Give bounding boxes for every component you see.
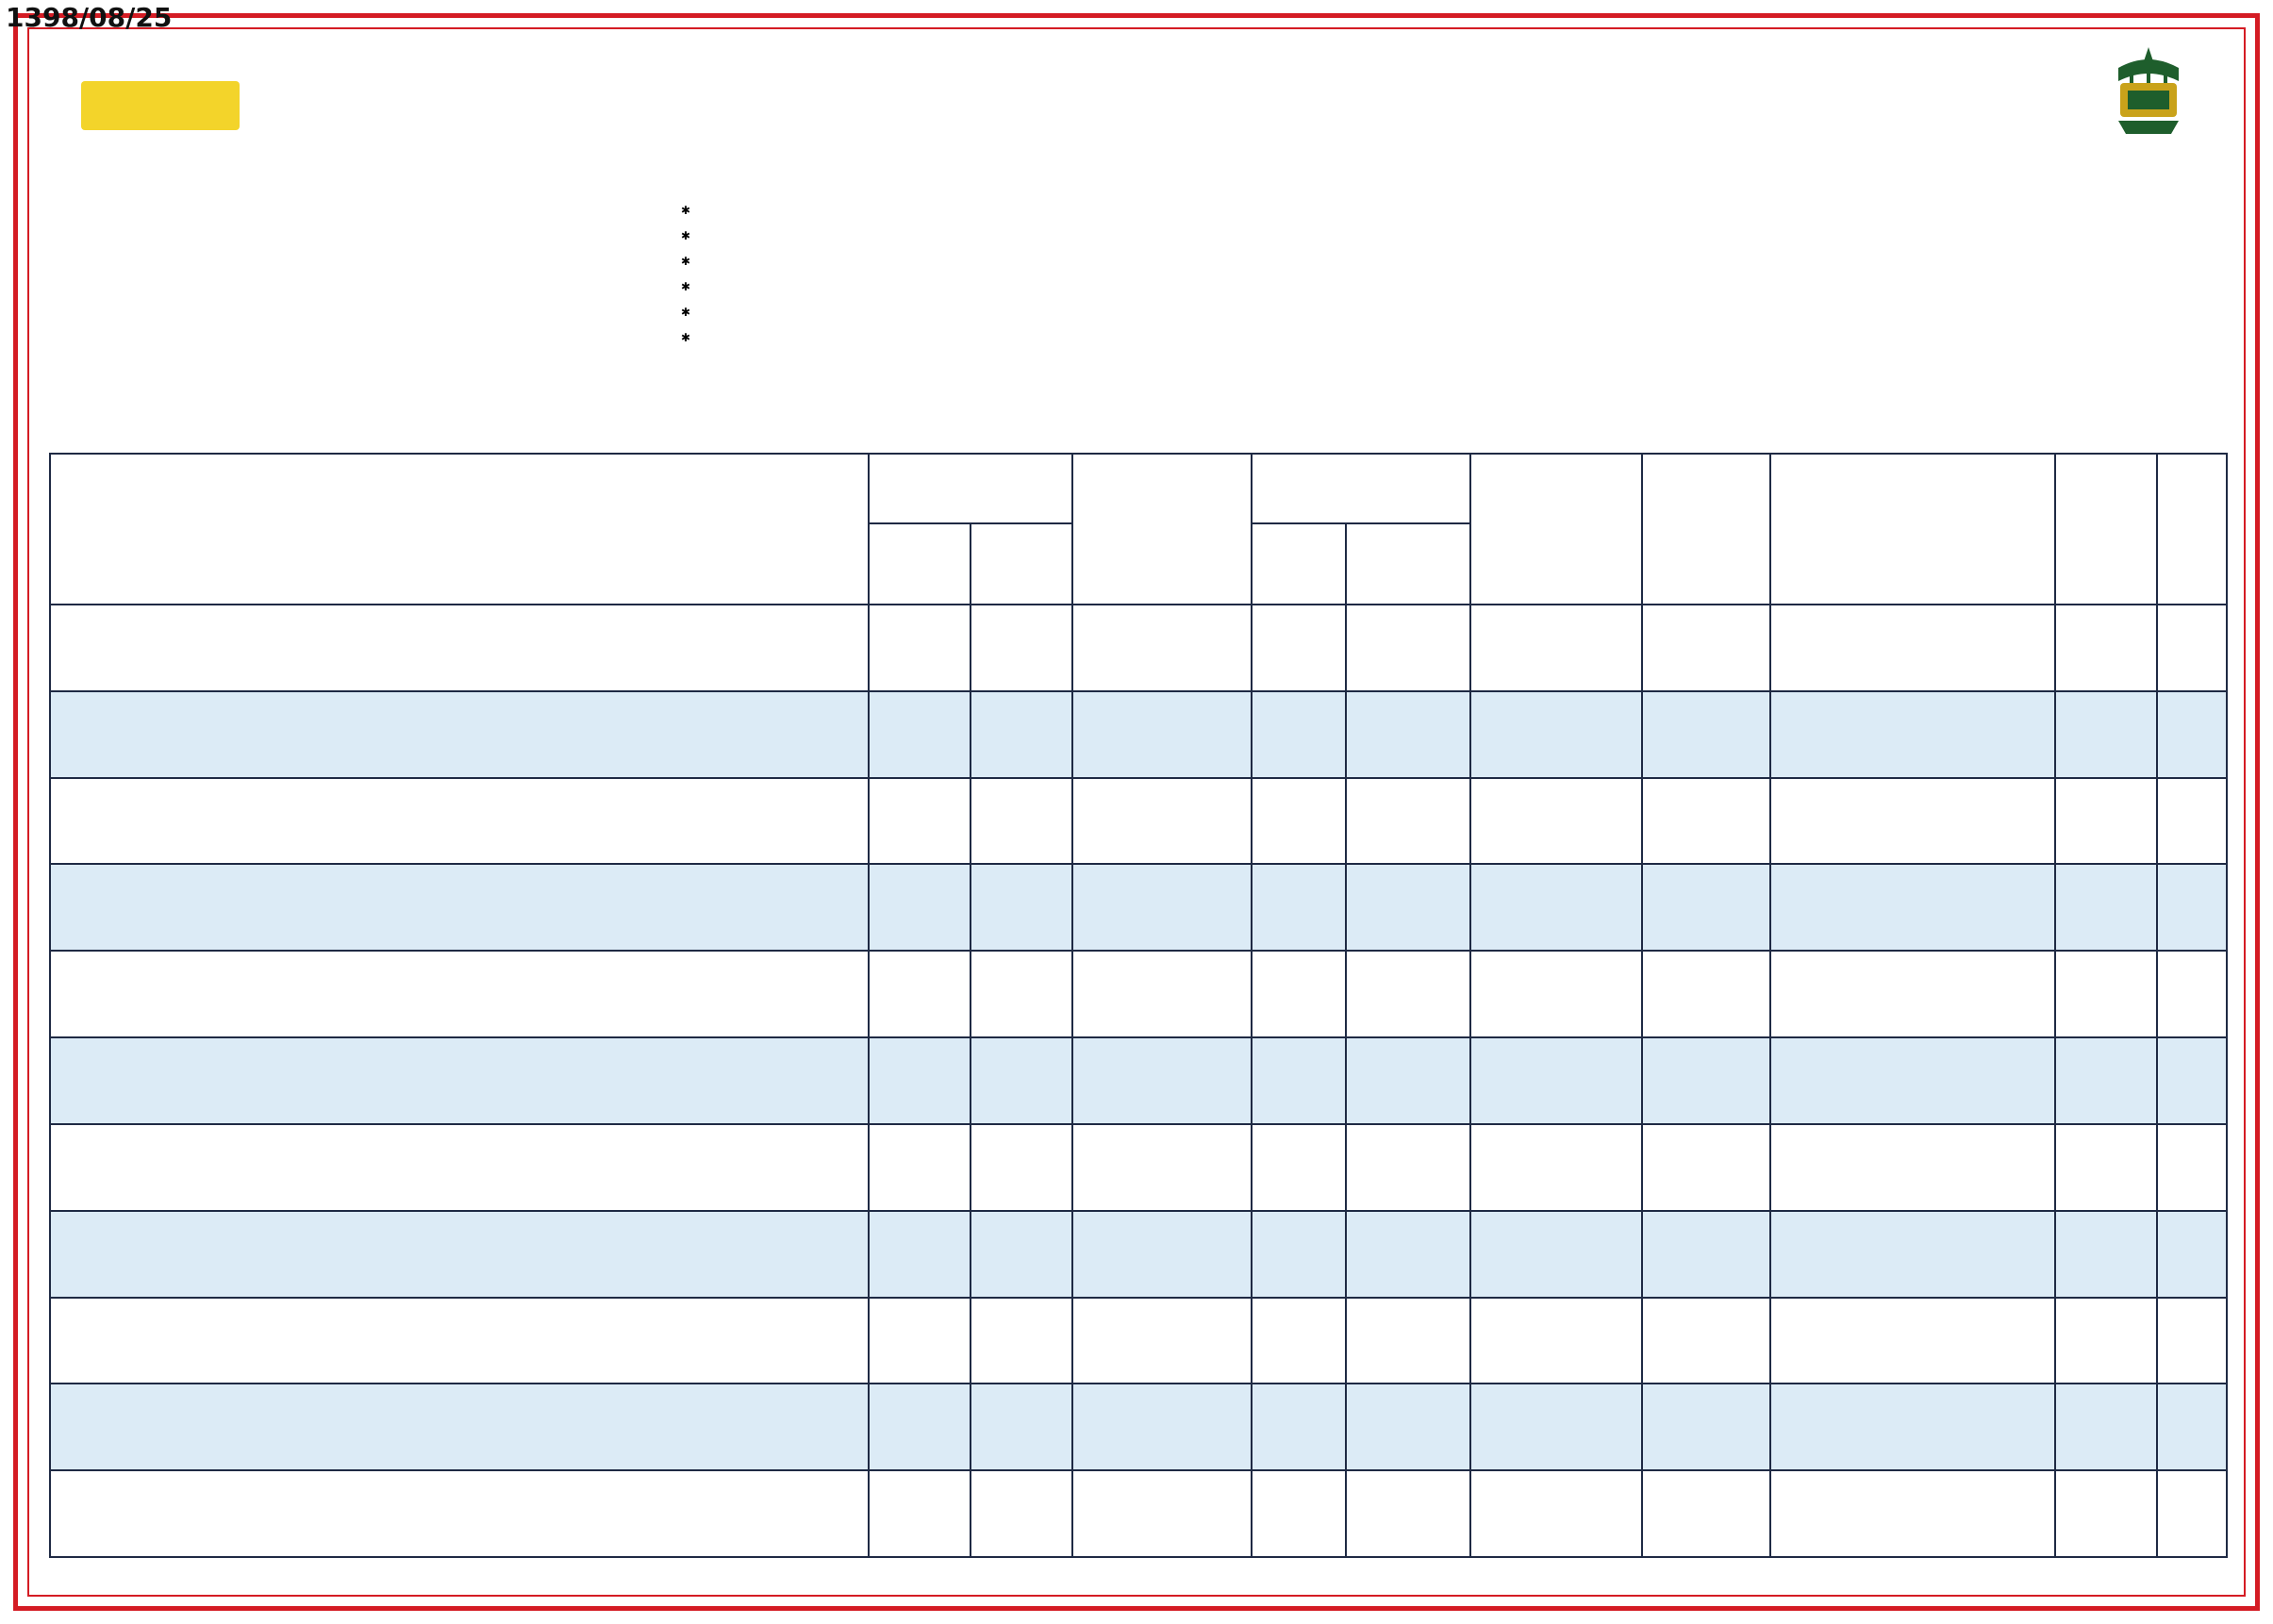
cell-land <box>1346 951 1470 1037</box>
table-row <box>50 1211 2227 1298</box>
table-row <box>50 1037 2227 1124</box>
cell-usage <box>1642 951 1770 1037</box>
col-address <box>1770 454 2055 605</box>
notice-column-right <box>1471 194 2216 430</box>
cell-building <box>1252 1211 1346 1298</box>
conditions-item <box>28 274 690 300</box>
cell-building <box>1252 1037 1346 1124</box>
cell-price <box>1072 1037 1252 1124</box>
cell-usage <box>1642 864 1770 951</box>
table-row <box>50 1298 2227 1384</box>
cell-price <box>1072 951 1252 1037</box>
cell-building <box>1252 864 1346 951</box>
cell-file-no <box>2055 864 2157 951</box>
cell-non-bank-owned <box>869 1211 971 1298</box>
cell-file-no <box>2055 1037 2157 1124</box>
cell-description <box>50 1211 869 1298</box>
cell-bank-owned <box>971 1211 1072 1298</box>
conditions-item <box>28 300 690 325</box>
cell-row-no <box>2157 1124 2227 1211</box>
cell-row-no <box>2157 691 2227 778</box>
cell-non-bank-owned <box>869 1124 971 1211</box>
cell-usage <box>1642 605 1770 691</box>
cell-bank-owned <box>971 778 1072 865</box>
cell-row-no <box>2157 1298 2227 1384</box>
cell-address <box>1770 1211 2055 1298</box>
cell-address <box>1770 1124 2055 1211</box>
cell-file-no <box>2055 951 2157 1037</box>
cell-description <box>50 1470 869 1557</box>
col-ownership <box>869 454 1072 523</box>
cell-bank-owned <box>971 864 1072 951</box>
cell-address <box>1770 778 2055 865</box>
cell-building <box>1252 605 1346 691</box>
col-non-bank-owned <box>869 523 971 605</box>
cell-plate <box>1470 605 1642 691</box>
cell-row-no <box>2157 1470 2227 1557</box>
cell-file-no <box>2055 778 2157 865</box>
cell-non-bank-owned <box>869 1470 971 1557</box>
cell-row-no <box>2157 1037 2227 1124</box>
table-row <box>50 605 2227 691</box>
cell-usage <box>1642 1037 1770 1124</box>
cell-land <box>1346 605 1470 691</box>
cell-usage <box>1642 1124 1770 1211</box>
cell-building <box>1252 951 1346 1037</box>
listing-table <box>49 453 2228 1558</box>
cell-row-no <box>2157 605 2227 691</box>
cell-non-bank-owned <box>869 605 971 691</box>
cell-building <box>1252 1124 1346 1211</box>
cell-bank-owned <box>971 691 1072 778</box>
cell-address <box>1770 864 2055 951</box>
cell-file-no <box>2055 1470 2157 1557</box>
cell-price <box>1072 1211 1252 1298</box>
cell-land <box>1346 1470 1470 1557</box>
cell-description <box>50 605 869 691</box>
headline <box>490 36 1660 196</box>
col-description <box>50 454 869 605</box>
cell-description <box>50 1384 869 1470</box>
cell-file-no <box>2055 1124 2157 1211</box>
cell-building <box>1252 1470 1346 1557</box>
cell-description <box>50 864 869 951</box>
cell-row-no <box>2157 1384 2227 1470</box>
cell-file-no <box>2055 1384 2157 1470</box>
cell-price <box>1072 864 1252 951</box>
table-row <box>50 691 2227 778</box>
cell-land <box>1346 691 1470 778</box>
cell-plate <box>1470 1470 1642 1557</box>
col-land <box>1346 523 1470 605</box>
cell-land <box>1346 1037 1470 1124</box>
cell-usage <box>1642 1384 1770 1470</box>
cell-bank-owned <box>971 951 1072 1037</box>
table-row <box>50 1384 2227 1470</box>
table-row <box>50 864 2227 951</box>
cell-non-bank-owned <box>869 778 971 865</box>
cell-bank-owned <box>971 605 1072 691</box>
cell-description <box>50 1037 869 1124</box>
col-building <box>1252 523 1346 605</box>
col-bank-owned <box>971 523 1072 605</box>
table-row <box>50 951 2227 1037</box>
cell-building <box>1252 1384 1346 1470</box>
cell-file-no <box>2055 605 2157 691</box>
cell-price <box>1072 1298 1252 1384</box>
cell-plate <box>1470 1037 1642 1124</box>
notice-column-middle <box>700 194 1445 430</box>
cell-non-bank-owned <box>869 691 971 778</box>
cell-price <box>1072 605 1252 691</box>
cell-price <box>1072 1124 1252 1211</box>
cell-building <box>1252 778 1346 865</box>
cell-description <box>50 951 869 1037</box>
cell-description <box>50 1124 869 1211</box>
cell-file-no <box>2055 691 2157 778</box>
cell-non-bank-owned <box>869 1384 971 1470</box>
cell-bank-owned <box>971 1037 1072 1124</box>
cell-building <box>1252 691 1346 778</box>
cell-address <box>1770 951 2055 1037</box>
conditions-item <box>28 198 690 224</box>
col-plate <box>1470 454 1642 605</box>
cell-plate <box>1470 778 1642 865</box>
cell-non-bank-owned <box>869 951 971 1037</box>
cell-price <box>1072 691 1252 778</box>
cell-non-bank-owned <box>869 1298 971 1384</box>
cell-description <box>50 778 869 865</box>
cell-address <box>1770 1384 2055 1470</box>
bank-logo-icon <box>2099 41 2198 140</box>
cell-description <box>50 691 869 778</box>
cell-price <box>1072 1470 1252 1557</box>
cell-row-no <box>2157 778 2227 865</box>
col-row-no <box>2157 454 2227 605</box>
cell-address <box>1770 1037 2055 1124</box>
cell-file-no <box>2055 1211 2157 1298</box>
cell-price <box>1072 778 1252 865</box>
bank-name <box>1879 149 2237 181</box>
cell-bank-owned <box>971 1384 1072 1470</box>
cell-non-bank-owned <box>869 1037 971 1124</box>
cell-plate <box>1470 691 1642 778</box>
table-row <box>50 1124 2227 1211</box>
conditions-item <box>28 325 690 351</box>
cell-land <box>1346 864 1470 951</box>
col-usage <box>1642 454 1770 605</box>
cell-plate <box>1470 1211 1642 1298</box>
cell-address <box>1770 691 2055 778</box>
col-price <box>1072 454 1252 605</box>
cell-plate <box>1470 1298 1642 1384</box>
cell-usage <box>1642 778 1770 865</box>
notice-column-left <box>28 194 707 430</box>
cell-price <box>1072 1384 1252 1470</box>
conditions-list <box>28 198 707 351</box>
col-area <box>1252 454 1470 523</box>
cell-plate <box>1470 864 1642 951</box>
date-stamp: 1398/08/25 <box>6 2 173 33</box>
cell-row-no <box>2157 1211 2227 1298</box>
cell-address <box>1770 1470 2055 1557</box>
cell-file-no <box>2055 1298 2157 1384</box>
cell-usage <box>1642 691 1770 778</box>
col-file-no <box>2055 454 2157 605</box>
cell-bank-owned <box>971 1298 1072 1384</box>
cell-land <box>1346 1298 1470 1384</box>
conditions-item <box>28 224 690 249</box>
cell-non-bank-owned <box>869 864 971 951</box>
cell-plate <box>1470 1384 1642 1470</box>
cell-land <box>1346 1124 1470 1211</box>
conditions-item <box>28 249 690 274</box>
table-row <box>50 1470 2227 1557</box>
cell-row-no <box>2157 864 2227 951</box>
cell-building <box>1252 1298 1346 1384</box>
cell-usage <box>1642 1298 1770 1384</box>
cell-bank-owned <box>971 1124 1072 1211</box>
cell-plate <box>1470 1124 1642 1211</box>
cell-land <box>1346 1211 1470 1298</box>
cell-usage <box>1642 1211 1770 1298</box>
cell-row-no <box>2157 951 2227 1037</box>
cell-land <box>1346 778 1470 865</box>
cell-land <box>1346 1384 1470 1470</box>
table-row <box>50 778 2227 865</box>
cell-usage <box>1642 1470 1770 1557</box>
cell-address <box>1770 1298 2055 1384</box>
cell-plate <box>1470 951 1642 1037</box>
cell-address <box>1770 605 2055 691</box>
cell-description <box>50 1298 869 1384</box>
table-header-row <box>50 454 2227 523</box>
cell-bank-owned <box>971 1470 1072 1557</box>
round-badge <box>81 81 240 130</box>
